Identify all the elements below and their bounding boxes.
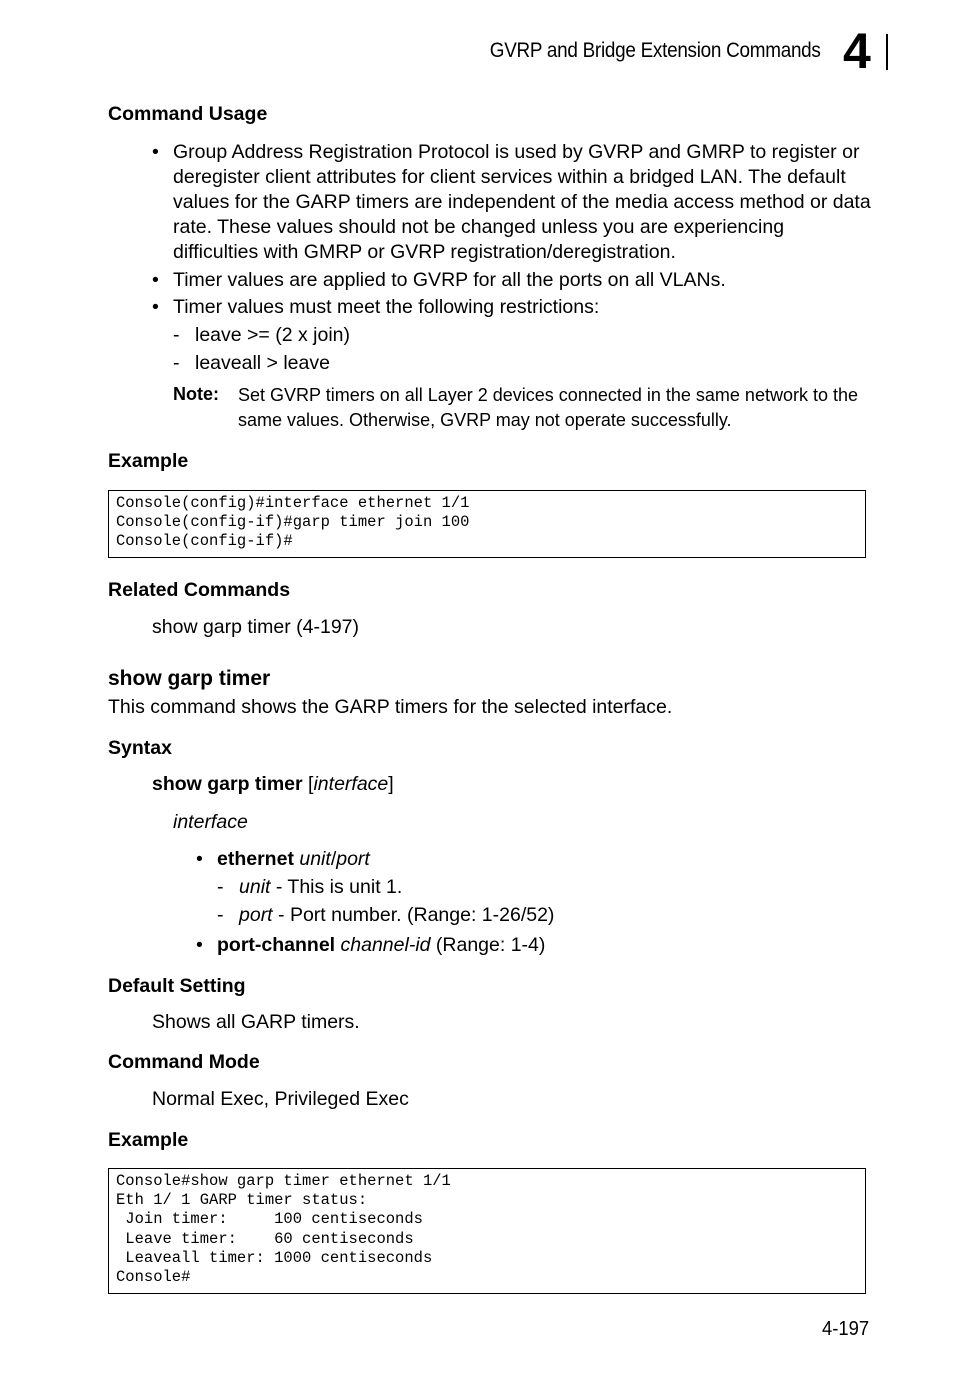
dash-icon: - <box>173 352 180 374</box>
dash-icon: - <box>217 904 224 926</box>
syntax-param: interface <box>313 773 389 795</box>
default-setting-heading: Default Setting <box>108 975 246 997</box>
command-usage-heading: Command Usage <box>108 103 268 125</box>
command-mode-heading: Command Mode <box>108 1051 260 1073</box>
dash-icon: - <box>173 324 180 346</box>
bullet-icon: • <box>152 296 159 318</box>
syntax-heading: Syntax <box>108 737 172 759</box>
usage-bullet-2: Timer values are applied to GVRP for all the ports on all VLANs. <box>173 269 726 291</box>
bullet-icon: • <box>152 141 159 163</box>
code-example-1: Console(config)#interface ethernet 1/1 Console(config-if)#garp timer join 100 Console(config-if)# <box>108 490 866 558</box>
header-rule <box>886 34 888 70</box>
restriction-2: leaveall > leave <box>195 352 330 374</box>
command-mode-text: Normal Exec, Privileged Exec <box>152 1088 409 1110</box>
port-option: port - Port number. (Range: 1-26/52) <box>239 904 555 926</box>
note-text: Set GVRP timers on all Layer 2 devices connected in the same network to the same values. Otherwise, GVRP may not operate successfully. <box>238 385 858 430</box>
restriction-1: leave >= (2 x join) <box>195 324 351 346</box>
bullet-icon: • <box>196 934 203 956</box>
default-setting-text: Shows all GARP timers. <box>152 1011 360 1033</box>
unit-option: unit - This is unit 1. <box>239 876 403 898</box>
related-commands-heading: Related Commands <box>108 579 291 601</box>
ethernet-option: ethernet unit/port <box>217 848 370 870</box>
running-header-title: GVRP and Bridge Extension Commands <box>490 39 821 62</box>
note-label: Note: <box>173 384 219 404</box>
syntax-command: show garp timer <box>152 773 303 795</box>
code-example-2: Console#show garp timer ethernet 1/1 Eth 1/ 1 GARP timer status: Join timer: 100 centiseconds Leave timer: 60 centiseconds Leaveall timer: 1000 centiseconds Console# <box>108 1168 866 1294</box>
bullet-icon: • <box>196 848 203 870</box>
bullet-icon: • <box>152 269 159 291</box>
param-label: interface <box>173 811 248 833</box>
dash-icon: - <box>217 876 224 898</box>
example-heading: Example <box>108 450 189 472</box>
syntax-line <box>152 772 394 797</box>
syntax-bracket-open: [ <box>302 773 314 795</box>
chapter-number: 4 <box>843 23 871 79</box>
page-number: 4-197 <box>822 1318 870 1340</box>
usage-bullet-3: Timer values must meet the following restrictions: <box>173 296 600 318</box>
section-title: show garp timer <box>108 667 271 690</box>
section-description: This command shows the GARP timers for the selected interface. <box>108 696 673 718</box>
related-command-link[interactable]: show garp timer (4-197) <box>152 616 359 638</box>
port-channel-option: port-channel channel-id (Range: 1-4) <box>217 934 546 956</box>
example-heading: Example <box>108 1129 189 1151</box>
usage-bullet-1: Group Address Registration Protocol is used by GVRP and GMRP to register or deregister client attributes for client services within a bridged LAN. The default values for the GARP timers are independent of the media access method or data rate. These values should not be changed unless you are experiencing difficulties with GMRP or GVRP registration/deregistration. <box>173 141 871 263</box>
syntax-bracket-close: ] <box>388 773 394 795</box>
